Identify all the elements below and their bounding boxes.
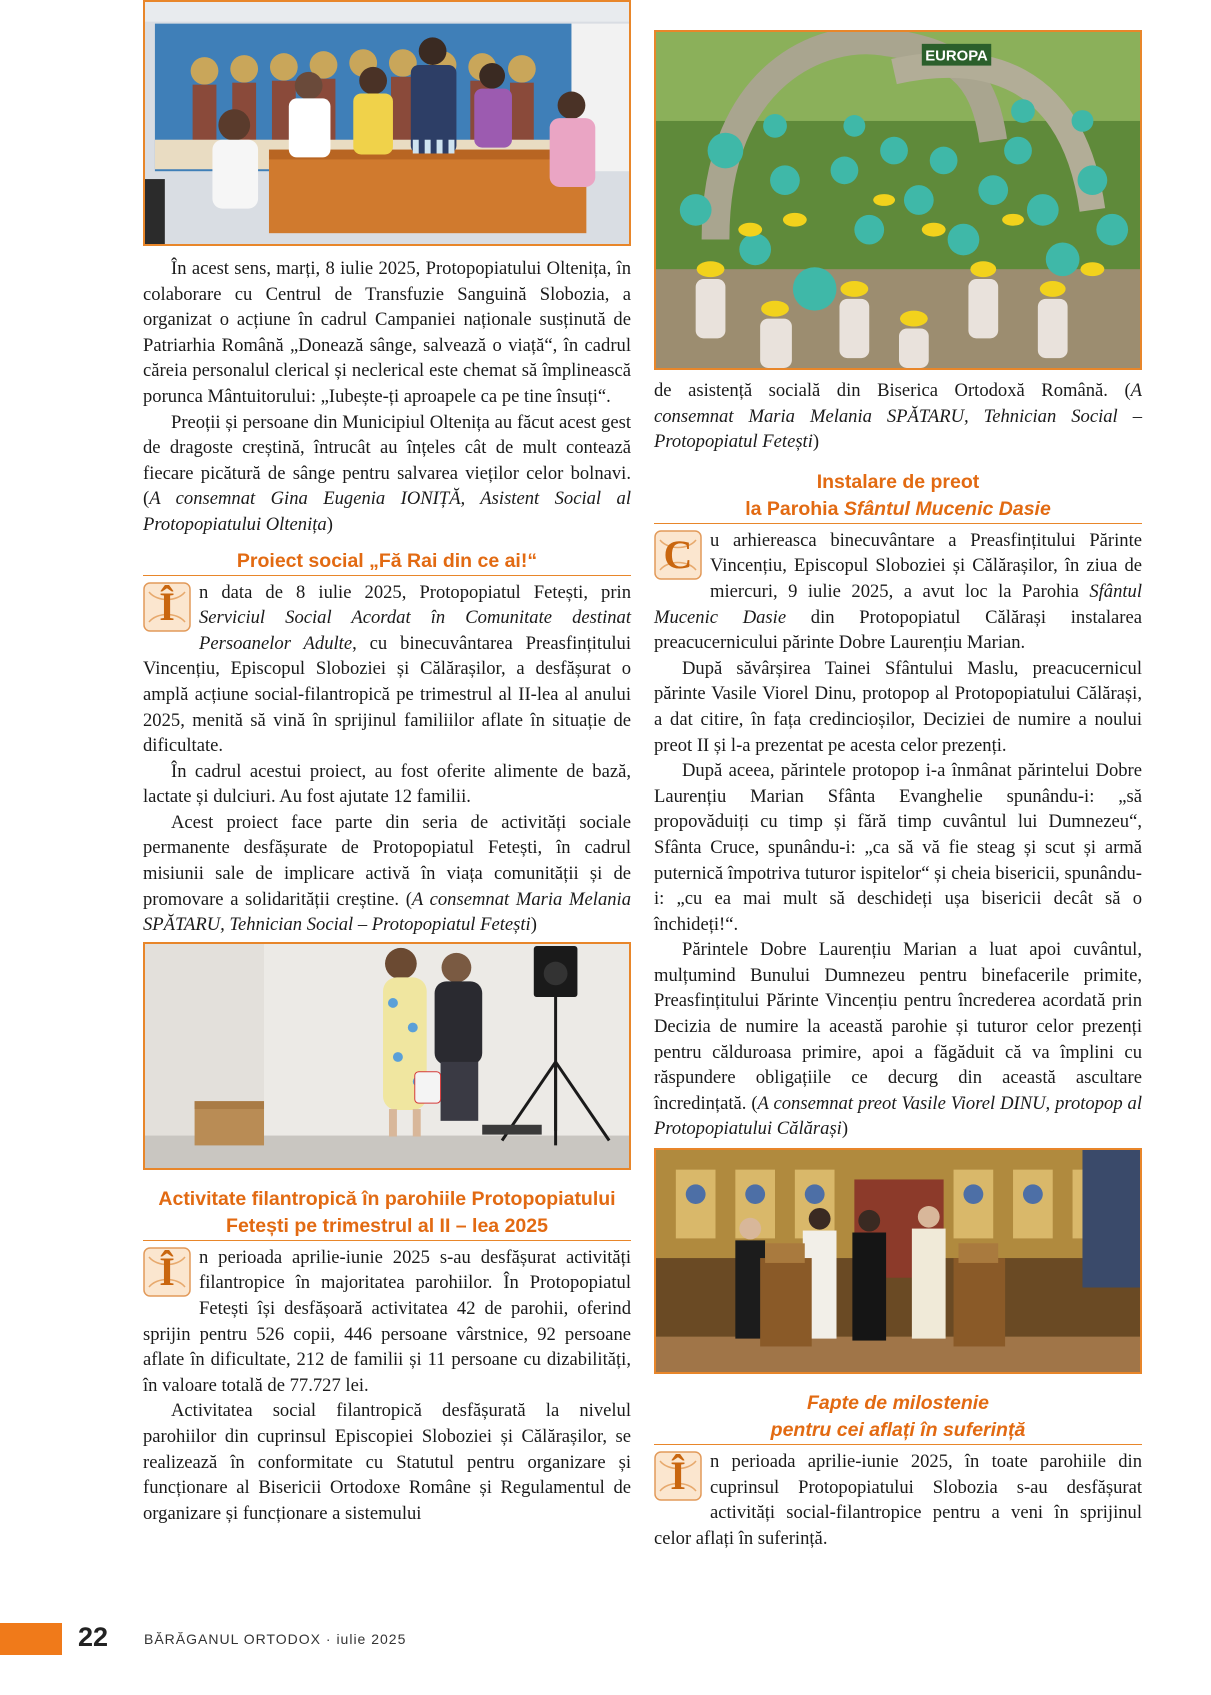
- europa-sign: EUROPA: [925, 48, 988, 65]
- drop-cap: C: [654, 530, 702, 580]
- author-signature: A consemnat Maria Melania SPĂTARU, Tehnician Social – Protopopiatul Fetești: [654, 380, 1142, 453]
- paragraph-dropcap: [654, 528, 1142, 656]
- section-heading-activitate: [143, 1186, 631, 1241]
- parish-name: Sfântul Mucenic Dasie: [654, 580, 1142, 628]
- right-column: [654, 0, 1142, 1551]
- publication-title: BĂRĂGANUL ORTODOX · iulie 2025: [144, 1631, 407, 1647]
- paragraph-text: de asistență socială din Biserica Ortodoxă Română. (: [654, 380, 1131, 401]
- heading-text: Proiect social „Fă Rai din ce ai!“: [236, 549, 538, 572]
- paragraph-text: ): [326, 513, 333, 535]
- photo-blood-donation: [143, 0, 631, 246]
- drop-cap: Î: [143, 582, 191, 632]
- paragraph-signed: [654, 937, 1142, 1142]
- heading-text: Fetești pe trimestrul al II – lea 2025: [226, 1214, 548, 1237]
- paragraph-text: n perioada aprilie-iunie 2025 s-au desfășurat activități filantropice în majoritatea parohiilor. În Protopopiatul Fetești își desfășoară activitatea 42 de parohii, oferind sprijin pentru 526 copii, 446 persoane vârstnice, 92 persoane aflate în dificultate, 212 de familii și 11 persoane cu dizabilități, în valoare totală de 77.727 lei.: [143, 1246, 631, 1396]
- paragraph-dropcap: [654, 1449, 1142, 1551]
- paragraph-signed: [654, 378, 1142, 455]
- paragraph: În acest sens, marți, 8 iulie 2025, Protopopiatului Oltenița, în colaborare cu Centrul de Transfuzie Sanguină Slobozia, a organizat o acțiune în cadrul Campaniei naționale susținută de Patriarhia Română „Donează sânge, salvează o viață“, în cadrul căreia personalul clerical și neclerical este chemat să împlinească porunca Mântuitorului: „Iubește-ți aproapele ca pe tine însuți“.: [143, 258, 631, 407]
- paragraph-text: ): [812, 431, 820, 453]
- paragraph-signed: [143, 410, 631, 538]
- page-number: 22: [78, 1622, 109, 1652]
- section-heading-instalare: [654, 469, 1142, 524]
- heading-text: pentru cei aflați în suferință: [770, 1419, 1026, 1442]
- paragraph-signed: [143, 810, 631, 938]
- paragraph-text: Preoții și persoane din Municipiul Oltenița au făcut acest gest de dragoste creștină, întrucât au înțeles cât de mult contează fiecare picătură de sânge pentru salvarea vieților celor bolnavi. (: [143, 411, 631, 510]
- paragraph-dropcap: [143, 1245, 631, 1399]
- photo-two-women: [143, 942, 631, 1170]
- heading-text: Fapte de milostenie: [806, 1392, 990, 1415]
- heading-text: Activitate filantropică în parohiile Protopopiatului: [158, 1187, 616, 1210]
- paragraph: În cadrul acestui proiect, au fost oferite alimente de bază, lactate și dulciuri. Au fost ajutate 12 familii.: [143, 760, 631, 808]
- paragraph-text: Părintele Dobre Laurențiu Marian a luat apoi cuvântul, mulțumind Bunului Dumnezeu pentru binefacerile primite, Preasfințitului Părinte Vincențiu pentru încrederea acordată prin Decizia de numire la această parohie și tuturor celor prezenți pentru călduroasa primire, apoi a făgăduit că va împlini cu răspundere obligațiile ce decurg din această ascultare încredințată. (: [654, 939, 1142, 1114]
- drop-cap: Î: [654, 1451, 702, 1501]
- paragraph: După aceea, părintele protopop i-a înmânat părintelui Dobre Laurențiu Marian Sfânta Evanghelie spunându-i: „să propovăduiți cu timp și fără timp cuvântul lui Dumnezeu“, Sfânta Cruce, spunându-i: „ca să vă fie steag și scut și armă puternică împotriva tuturor ispitelor“ și cheia bisericii, spunându-i: „cu ea mai mult să deschideți ușa bisericii decât să o închideți!“.: [654, 760, 1142, 935]
- paragraph-text: ): [530, 914, 537, 936]
- section-heading-fapte: [654, 1390, 1142, 1445]
- paragraph-text: n data de 8 iulie 2025, Protopopiatul Fetești, prin: [199, 581, 631, 603]
- footer-accent-bar: [0, 1623, 62, 1655]
- paragraph: După săvârșirea Tainei Sfântului Maslu, preacucernicul părinte Vasile Viorel Dinu, protopop al Protopopiatului Călărași, a dat citire, în fața credincioșilor, Deciziei de numire a noului preot II și l-a prezentat pe acesta celor prezenți.: [654, 657, 1142, 756]
- author-signature: A consemnat Maria Melania SPĂTARU, Tehnician Social – Protopopiatul Fetești: [143, 888, 631, 936]
- paragraph: Activitatea social filantropică desfășurată la nivelul parohiilor din cuprinsul Episcopiei Sloboziei și Călărașilor, se realizează în conformitate cu Statutul pentru organizare și funcționare al Bisericii Ortodoxe Române și Regulamentul de organizare și funcționare a sistemului: [143, 1400, 631, 1524]
- heading-text: Instalare de preot: [816, 470, 980, 493]
- photo-children-balloons: [654, 30, 1142, 370]
- paragraph-text: din Protopopiatul Călărași instalarea preacucernicului părinte Dobre Laurențiu Marian.: [654, 606, 1142, 654]
- paragraph-text: , cu binecuvântarea Preasfințitului Vincențiu, Episcopul Sloboziei și Călărașilor, a desfășurat o amplă acțiune social-filantropică pe trimestrul al II-lea al anului 2025, menită să vină în sprijinul familiilor aflate în situație de dificultate.: [143, 632, 631, 757]
- photo-priest-installation: [654, 1148, 1142, 1374]
- left-column: [143, 0, 631, 1526]
- heading-text: la Parohia Sfântul Mucenic Dasie: [745, 497, 1051, 520]
- service-name: Serviciul Social Acordat în Comunitate destinat Persoanelor Adulte: [199, 607, 631, 654]
- paragraph-dropcap: [143, 580, 631, 759]
- author-signature: A consemnat Gina Eugenia IONIȚĂ, Asistent Social al Protopopiatului Oltenița: [143, 488, 631, 535]
- drop-cap: Î: [143, 1247, 191, 1297]
- paragraph-text: Acest proiect face parte din seria de activități sociale permanente desfășurate de Protopopiatul Fetești, în cadrul misiunii sale de implicare activă în viața comunității și de promovare a solidarității creștine. (: [143, 811, 631, 910]
- paragraph-text: u arhiereasca binecuvântare a Preasfințitului Părinte Vincențiu, Episcopul Sloboziei și Călărașilor, în ziua de miercuri, 9 iulie 2025, a avut loc la Parohia: [710, 529, 1142, 602]
- section-heading-proiect: [143, 548, 631, 576]
- author-signature: A consemnat preot Vasile Viorel DINU, protopop al Protopopiatului Călărași: [654, 1092, 1142, 1140]
- paragraph-text: ): [841, 1118, 849, 1140]
- paragraph-text: n perioada aprilie-iunie 2025, în toate parohiile din cuprinsul Protopopiatului Slobozia s-au desfășurat activități social-filantropice pentru a veni în sprijinul celor aflați în suferință.: [654, 1451, 1142, 1549]
